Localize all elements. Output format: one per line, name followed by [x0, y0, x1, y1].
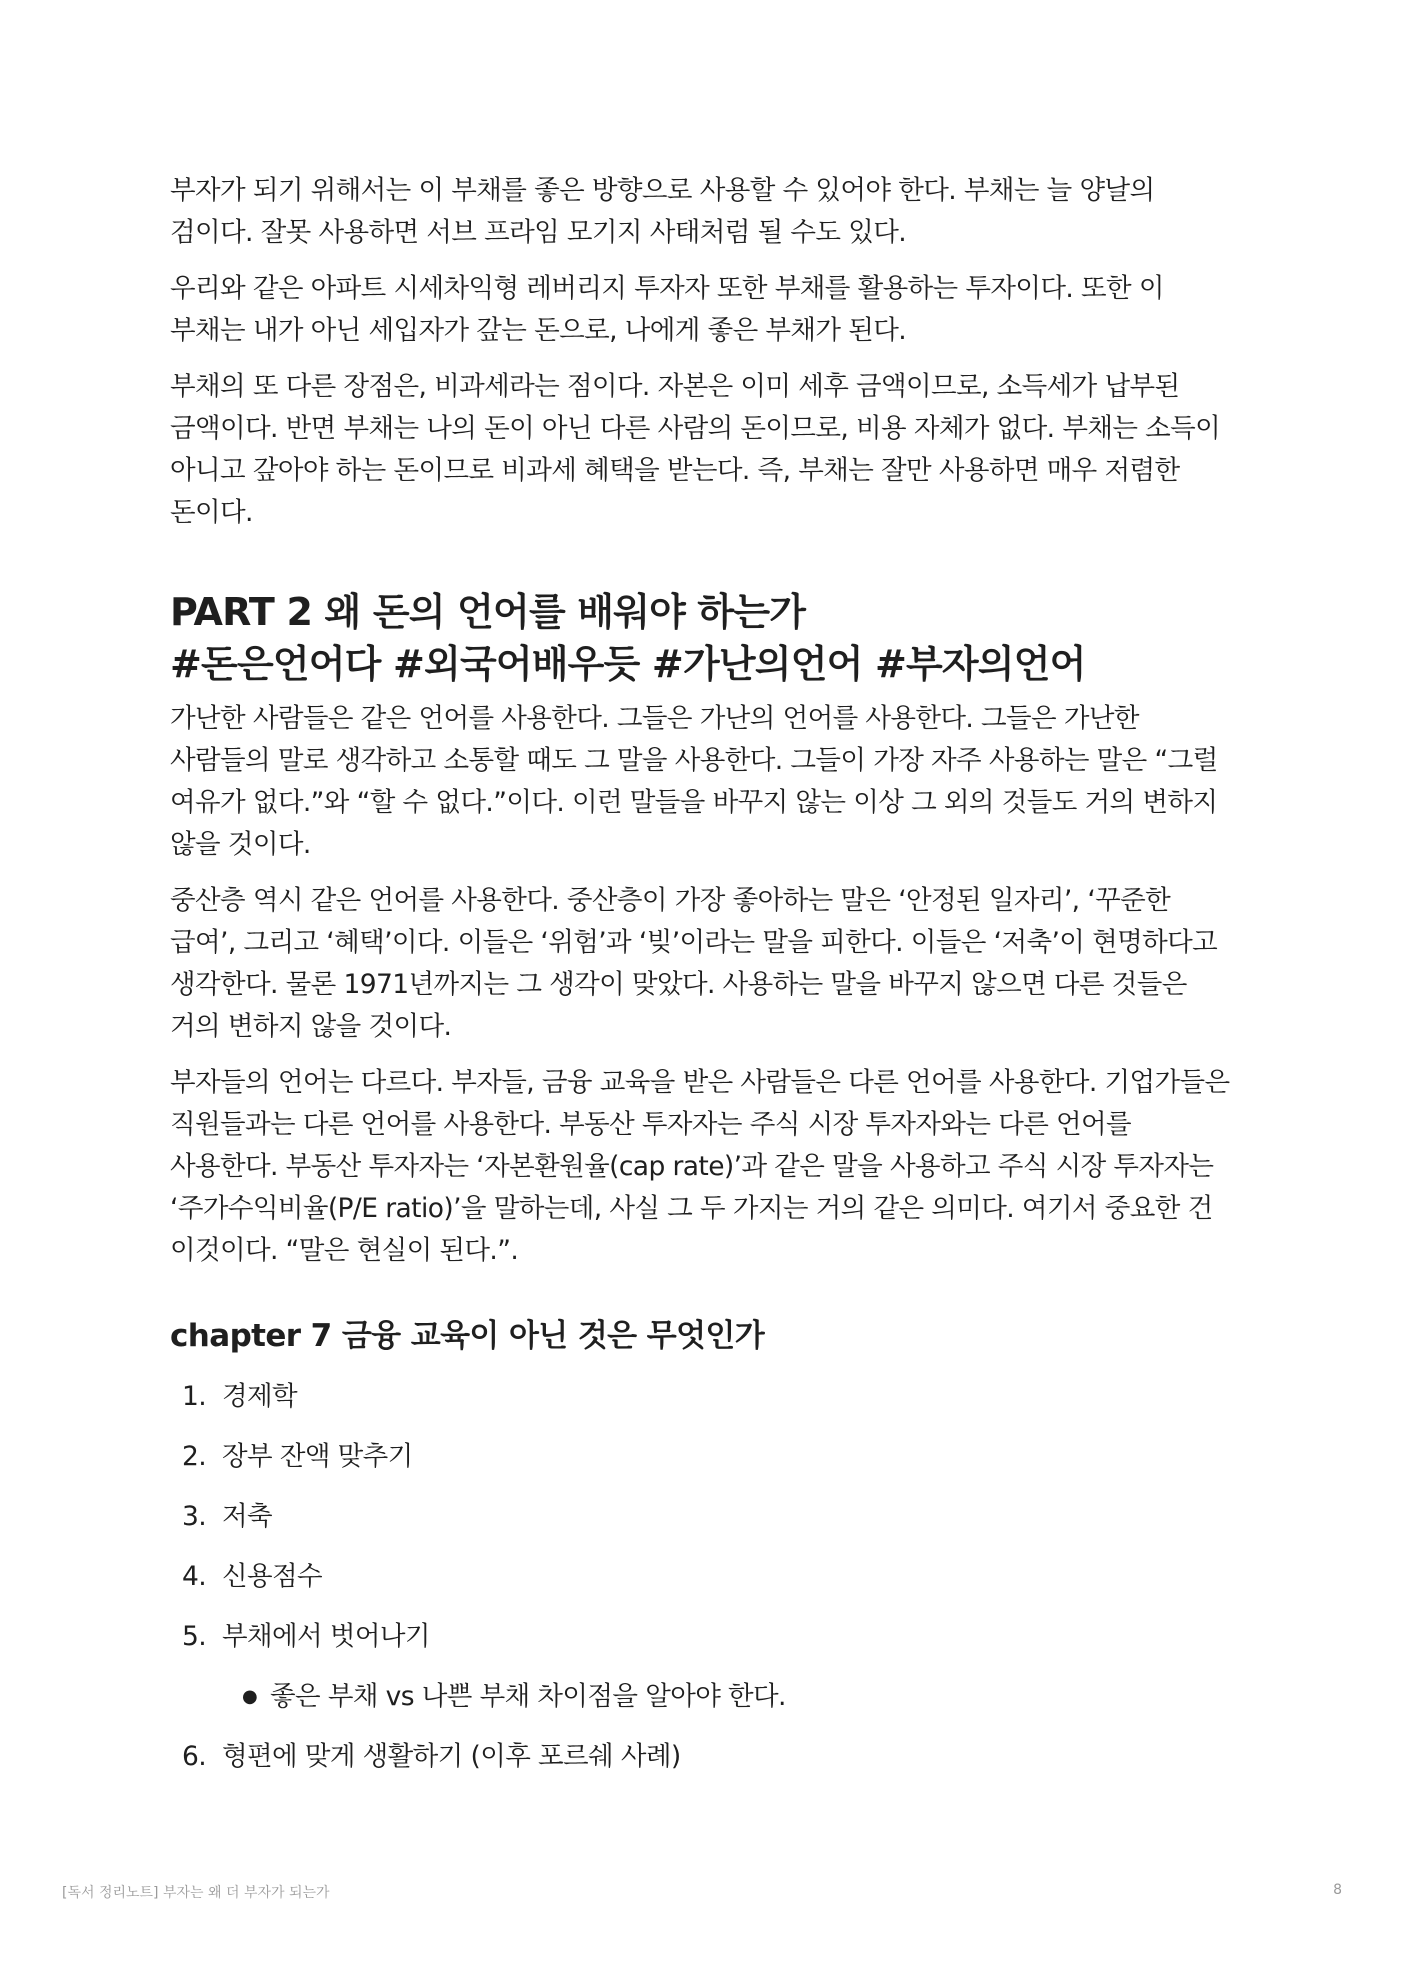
paragraph: 가난한 사람들은 같은 언어를 사용한다. 그들은 가난의 언어를 사용한다. 그들은 가난한 사람들의 말로 생각하고 소통할 때도 그 말을 사용한다. 그들이 가장 자주 사용하는 말은 “그럴 여유가 없다.”와 “할 수 없다.”이다. 이런 말들을 바꾸지 않는 이상 그 외의 것들도 거의 변하지 않을 것이다. [170, 703, 1218, 860]
list-number: 3. [182, 1501, 207, 1532]
list-item-text: 신용점수 [222, 1561, 322, 1592]
list-item [182, 1376, 1240, 1418]
list-item [182, 1496, 1240, 1538]
paragraph: 우리와 같은 아파트 시세차익형 레버리지 투자자 또한 부채를 활용하는 투자이다. 또한 이 부채는 내가 아닌 세입자가 갚는 돈으로, 나에게 좋은 부채가 된다. [170, 273, 1164, 346]
paragraph: 부자가 되기 위해서는 이 부채를 좋은 방향으로 사용할 수 있어야 한다. 부채는 늘 양날의 검이다. 잘못 사용하면 서브 프라임 모기지 사태처럼 될 수도 있다. [170, 175, 1155, 248]
list-item-text: 경제학 [222, 1381, 297, 1412]
list-number: 5. [182, 1621, 207, 1652]
paragraph: 중산층 역시 같은 언어를 사용한다. 중산층이 가장 좋아하는 말은 ‘안정된 일자리’, ‘꾸준한 급여’, 그리고 ‘혜택’이다. 이들은 ‘위험’과 ‘빚’이라는 말을 피한다. 이들은 ‘저축’이 현명하다고 생각한다. 물론 1971년까지는 그 생각이 맞았다. 사용하는 말을 바꾸지 않으면 다른 것들은 거의 변하지 않을 것이다. [170, 885, 1218, 1042]
bullet-icon: ● [242, 1686, 258, 1707]
numbered-list [170, 1376, 1240, 1778]
list-item [182, 1616, 1240, 1718]
list-number: 6. [182, 1741, 207, 1772]
list-item [182, 1556, 1240, 1598]
list-number: 1. [182, 1381, 207, 1412]
list-number: 2. [182, 1441, 207, 1472]
page-number: 8 [1333, 1882, 1342, 1898]
list-item-text: 형편에 맞게 생활하기 (이후 포르쉐 사례) [222, 1741, 681, 1772]
list-item-text: 장부 잔액 맞추기 [222, 1441, 413, 1472]
chapter-heading: chapter 7 금융 교육이 아닌 것은 무엇인가 [170, 1318, 765, 1354]
sub-list [242, 1676, 1240, 1718]
list-item-text: 부채에서 벗어나기 [222, 1621, 430, 1652]
page-content [170, 170, 1240, 1796]
part-title: PART 2 왜 돈의 언어를 배워야 하는가 [170, 590, 806, 634]
part-hashtags: #돈은언어다 #외국어배우듯 #가난의언어 #부자의언어 [170, 642, 1086, 686]
sub-list-item-text: 좋은 부채 vs 나쁜 부채 차이점을 알아야 한다. [270, 1681, 786, 1712]
list-number: 4. [182, 1561, 207, 1592]
footer-title: [독서 정리노트] 부자는 왜 더 부자가 되는가 [62, 1885, 330, 1901]
part-heading [170, 586, 1240, 690]
list-item [182, 1736, 1240, 1778]
sub-list-item [242, 1676, 1240, 1718]
list-item [182, 1436, 1240, 1478]
paragraph: 부채의 또 다른 장점은, 비과세라는 점이다. 자본은 이미 세후 금액이므로, 소득세가 납부된 금액이다. 반면 부채는 나의 돈이 아닌 다른 사람의 돈이므로, 비용 자체가 없다. 부채는 소득이 아니고 갚아야 하는 돈이므로 비과세 혜택을 받는다. 즉, 부채는 잘만 사용하면 매우 저렴한 돈이다. [170, 371, 1221, 528]
list-item-text: 저축 [222, 1501, 272, 1532]
paragraph: 부자들의 언어는 다르다. 부자들, 금융 교육을 받은 사람들은 다른 언어를 사용한다. 기업가들은 직원들과는 다른 언어를 사용한다. 부동산 투자자는 주식 시장 투자자와는 다른 언어를 사용한다. 부동산 투자자는 ‘자본환원율(cap rate)’과 같은 말을 사용하고 주식 시장 투자자는 ‘주가수익비율(P/E ratio)’을 말하는데, 사실 그 두 가지는 거의 같은 의미다. 여기서 중요한 건 이것이다. “말은 현실이 된다.”. [170, 1067, 1230, 1266]
